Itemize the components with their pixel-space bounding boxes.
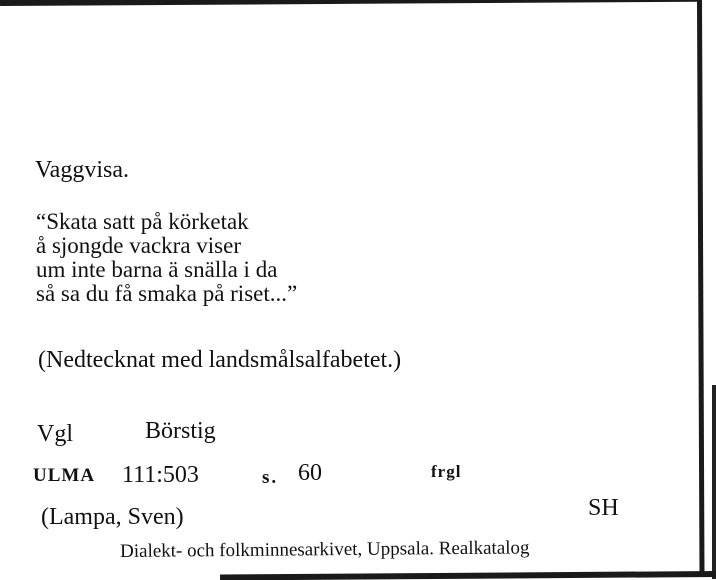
scan-edge-right-outer (712, 385, 716, 579)
scan-edge-right (697, 0, 704, 572)
vgl-label: Vgl (37, 421, 73, 447)
frgl-label: frgl (431, 462, 462, 481)
page-number: 60 (298, 460, 322, 486)
transcription-note: (Nedtecknat med landsmålsalfabetet.) (38, 347, 402, 373)
poem-line: å sjongde vackra viser (36, 233, 242, 258)
page-label: s. (262, 467, 279, 488)
poem-text (36, 210, 297, 306)
poem-line: “Skata satt på körketak (36, 209, 249, 234)
vgl-reference: Börstig (145, 418, 216, 444)
poem-line: så sa du få smaka på riset...” (36, 281, 298, 306)
archive-footer: Dialekt- och folkminnesarkivet, Uppsala. Realkatalog (119, 537, 530, 562)
poem-line: um inte barna ä snälla i da (36, 257, 278, 282)
ulma-label: ULMA (33, 465, 96, 486)
informant-name: (Lampa, Sven) (41, 504, 184, 530)
card-title: Vaggvisa. (35, 157, 129, 183)
ulma-number: 111:503 (122, 462, 199, 488)
scan-edge-top (0, 0, 700, 6)
collector-initials: SH (588, 495, 619, 521)
